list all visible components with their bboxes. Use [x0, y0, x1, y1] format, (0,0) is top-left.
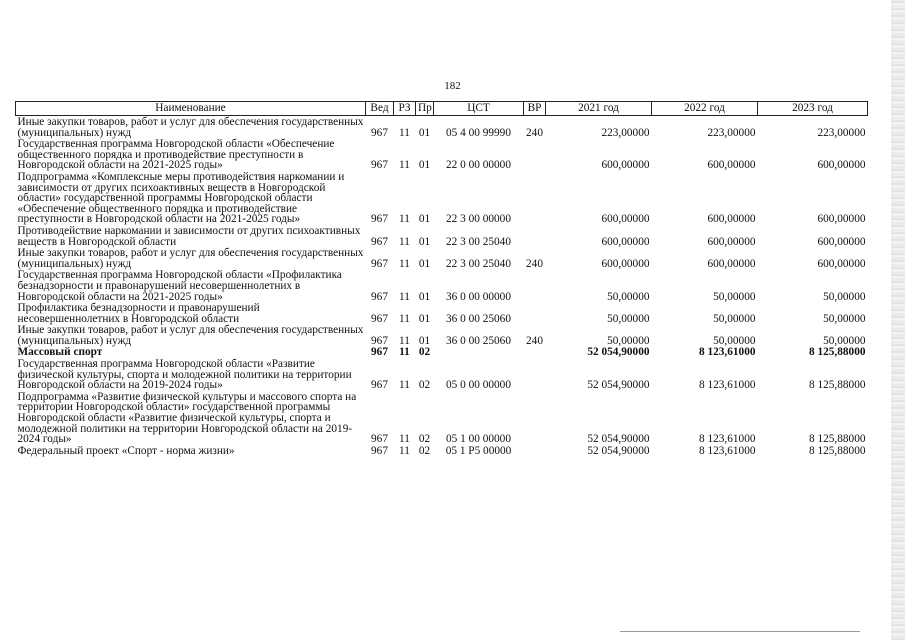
row-pr: 02 — [418, 433, 431, 446]
row-rz: 11 — [399, 312, 410, 325]
col-header-cst: ЦСТ — [434, 102, 524, 116]
col-header-rz: РЗ — [394, 102, 416, 116]
row-cst: 05 0 00 00000 — [446, 379, 511, 392]
row-rz: 11 — [399, 334, 410, 347]
row-ved: 967 — [371, 257, 388, 270]
row-cst: 36 0 00 25060 — [446, 312, 511, 325]
table-row — [16, 171, 868, 225]
row-amount-2021: 52 054,90000 — [587, 433, 650, 446]
row-ved: 967 — [371, 290, 388, 303]
row-pr: 01 — [418, 257, 431, 270]
table-row — [16, 346, 868, 358]
row-amount-2022: 600,00000 — [707, 235, 756, 248]
row-ved: 967 — [371, 346, 388, 359]
row-amount-2021: 52 054,90000 — [587, 379, 650, 392]
table-row — [16, 269, 868, 302]
row-amount-2023: 8 125,88000 — [809, 346, 866, 359]
row-amount-2023: 223,00000 — [817, 126, 866, 139]
row-name: Государственная программа Новгородской области «Профилактика безнадзорности и правонарушений несовершеннолетних в Новгородской области на 2021-2025 годы» — [17, 269, 342, 303]
row-amount-2022: 8 123,61000 — [699, 346, 756, 359]
row-rz: 11 — [399, 213, 410, 226]
row-cst: 22 3 00 25040 — [446, 257, 511, 270]
row-amount-2023: 600,00000 — [817, 213, 866, 226]
row-name: Противодействие наркомании и зависимости от других психоактивных веществ в Новгородской области — [17, 224, 361, 248]
col-header-2021: 2021 год — [546, 102, 652, 116]
row-rz: 11 — [399, 257, 410, 270]
row-vr: 240 — [526, 334, 543, 347]
row-amount-2022: 50,00000 — [713, 290, 756, 303]
col-header-2022: 2022 год — [652, 102, 758, 116]
row-ved: 967 — [371, 312, 388, 325]
row-rz: 11 — [399, 235, 410, 248]
row-amount-2023: 50,00000 — [823, 312, 866, 325]
table-row — [16, 391, 868, 445]
row-amount-2022: 8 123,61000 — [699, 444, 756, 457]
row-amount-2022: 600,00000 — [707, 213, 756, 226]
table-body — [16, 116, 868, 457]
row-amount-2023: 50,00000 — [823, 334, 866, 347]
row-pr: 02 — [418, 379, 431, 392]
row-pr: 01 — [418, 126, 431, 139]
row-amount-2023: 8 125,88000 — [809, 433, 866, 446]
table-header-row — [16, 102, 868, 116]
row-cst: 22 3 00 00000 — [446, 213, 511, 226]
row-vr — [524, 269, 546, 302]
row-cst: 05 4 00 99990 — [446, 126, 511, 139]
row-ved: 967 — [371, 126, 388, 139]
row-amount-2022: 50,00000 — [713, 312, 756, 325]
col-header-pr: Пр — [416, 102, 434, 116]
row-name: Иные закупки товаров, работ и услуг для обеспечения государственных (муниципальных) нужд — [17, 324, 364, 347]
table-row — [16, 358, 868, 391]
row-name: Подпрограмма «Развитие физической культуры и массового спорта на территории Новгородской области» государственной программы Новгородской области «Развитие физической культуры, спорта и молодежной политики на территории Новгородской области на 2019-2024 годы» — [17, 390, 357, 446]
row-rz: 11 — [399, 346, 410, 359]
col-header-2023: 2023 год — [758, 102, 868, 116]
row-amount-2022: 8 123,61000 — [699, 433, 756, 446]
row-pr: 01 — [418, 159, 431, 172]
row-name: Подпрограмма «Комплексные меры противодействия наркомании и зависимости от других психоактивных веществ в Новгородской области» государственной программы Новгородской области «Обеспечение общественного порядка и противодействие преступности в Новгородской области на 2021-2025 годы» — [17, 170, 345, 226]
row-amount-2023: 600,00000 — [817, 257, 866, 270]
table-row — [16, 302, 868, 324]
row-cst: 36 0 00 25060 — [446, 334, 511, 347]
row-name: Государственная программа Новгородской области «Развитие физической культуры, спорта и молодежной политики на территории Новгородской области на 2019-2024 годы» — [17, 358, 352, 392]
row-rz: 11 — [399, 444, 410, 457]
row-rz: 11 — [399, 159, 410, 172]
row-name: Массовый спорт — [17, 346, 103, 359]
row-amount-2022: 50,00000 — [713, 334, 756, 347]
row-ved: 967 — [371, 379, 388, 392]
row-vr — [524, 346, 546, 358]
row-amount-2021: 50,00000 — [607, 334, 650, 347]
row-amount-2023: 8 125,88000 — [809, 444, 866, 457]
row-amount-2021: 600,00000 — [601, 159, 650, 172]
row-cst: 22 0 00 00000 — [446, 159, 511, 172]
row-pr: 01 — [418, 213, 431, 226]
row-amount-2021: 52 054,90000 — [587, 346, 650, 359]
row-name: Иные закупки товаров, работ и услуг для обеспечения государственных (муниципальных) нужд — [17, 247, 364, 270]
row-amount-2022: 600,00000 — [707, 257, 756, 270]
row-pr: 02 — [418, 444, 431, 457]
table-row — [16, 445, 868, 457]
scan-edge-decoration — [891, 0, 905, 640]
row-amount-2021: 50,00000 — [607, 290, 650, 303]
row-ved: 967 — [371, 235, 388, 248]
row-pr: 01 — [418, 235, 431, 248]
row-ved: 967 — [371, 444, 388, 457]
table-row — [16, 138, 868, 171]
row-vr — [524, 391, 546, 445]
budget-table — [15, 101, 868, 456]
row-vr — [524, 445, 546, 457]
col-header-vr: ВР — [524, 102, 546, 116]
row-vr — [524, 225, 546, 247]
row-amount-2021: 600,00000 — [601, 235, 650, 248]
row-amount-2022: 600,00000 — [707, 159, 756, 172]
row-name: Профилактика безнадзорности и правонарушений несовершеннолетних в Новгородской области — [17, 302, 260, 325]
col-header-ved: Вед — [366, 102, 394, 116]
row-pr: 01 — [418, 334, 431, 347]
table-row — [16, 116, 868, 139]
row-amount-2023: 600,00000 — [817, 235, 866, 248]
row-amount-2021: 600,00000 — [601, 257, 650, 270]
row-amount-2021: 52 054,90000 — [587, 444, 650, 457]
row-rz: 11 — [399, 290, 410, 303]
row-vr — [524, 358, 546, 391]
row-vr: 240 — [526, 126, 543, 139]
row-ved: 967 — [371, 159, 388, 172]
row-rz: 11 — [399, 126, 410, 139]
row-amount-2021: 600,00000 — [601, 213, 650, 226]
row-vr: 240 — [526, 257, 543, 270]
row-amount-2021: 223,00000 — [601, 126, 650, 139]
table-row — [16, 247, 868, 269]
row-cst: 05 1 P5 00000 — [445, 444, 512, 457]
row-cst: 05 1 00 00000 — [446, 433, 511, 446]
table-row — [16, 324, 868, 346]
row-ved: 967 — [371, 213, 388, 226]
row-name: Федеральный проект «Спорт - норма жизни» — [17, 444, 235, 457]
row-vr — [524, 171, 546, 225]
row-ved: 967 — [371, 334, 388, 347]
row-pr: 02 — [418, 346, 431, 359]
footer-divider — [620, 631, 860, 632]
row-rz: 11 — [399, 433, 410, 446]
row-name: Государственная программа Новгородской области «Обеспечение общественного порядка и противодействие преступности в Новгородской области на 2021-2025 годы» — [17, 138, 335, 172]
row-cst: 22 3 00 25040 — [446, 235, 511, 248]
row-pr: 01 — [418, 312, 431, 325]
row-amount-2023: 600,00000 — [817, 159, 866, 172]
row-cst — [434, 346, 524, 358]
row-vr — [524, 138, 546, 171]
row-vr — [524, 302, 546, 324]
row-amount-2022: 8 123,61000 — [699, 379, 756, 392]
row-amount-2022: 223,00000 — [707, 126, 756, 139]
row-ved: 967 — [371, 433, 388, 446]
row-amount-2023: 50,00000 — [823, 290, 866, 303]
row-amount-2023: 8 125,88000 — [809, 379, 866, 392]
table-row — [16, 225, 868, 247]
col-header-name: Наименование — [16, 102, 366, 116]
row-pr: 01 — [418, 290, 431, 303]
row-amount-2021: 50,00000 — [607, 312, 650, 325]
row-rz: 11 — [399, 379, 410, 392]
row-cst: 36 0 00 00000 — [446, 290, 511, 303]
row-name: Иные закупки товаров, работ и услуг для обеспечения государственных (муниципальных) нужд — [17, 116, 364, 139]
page-number: 182 — [444, 80, 461, 92]
